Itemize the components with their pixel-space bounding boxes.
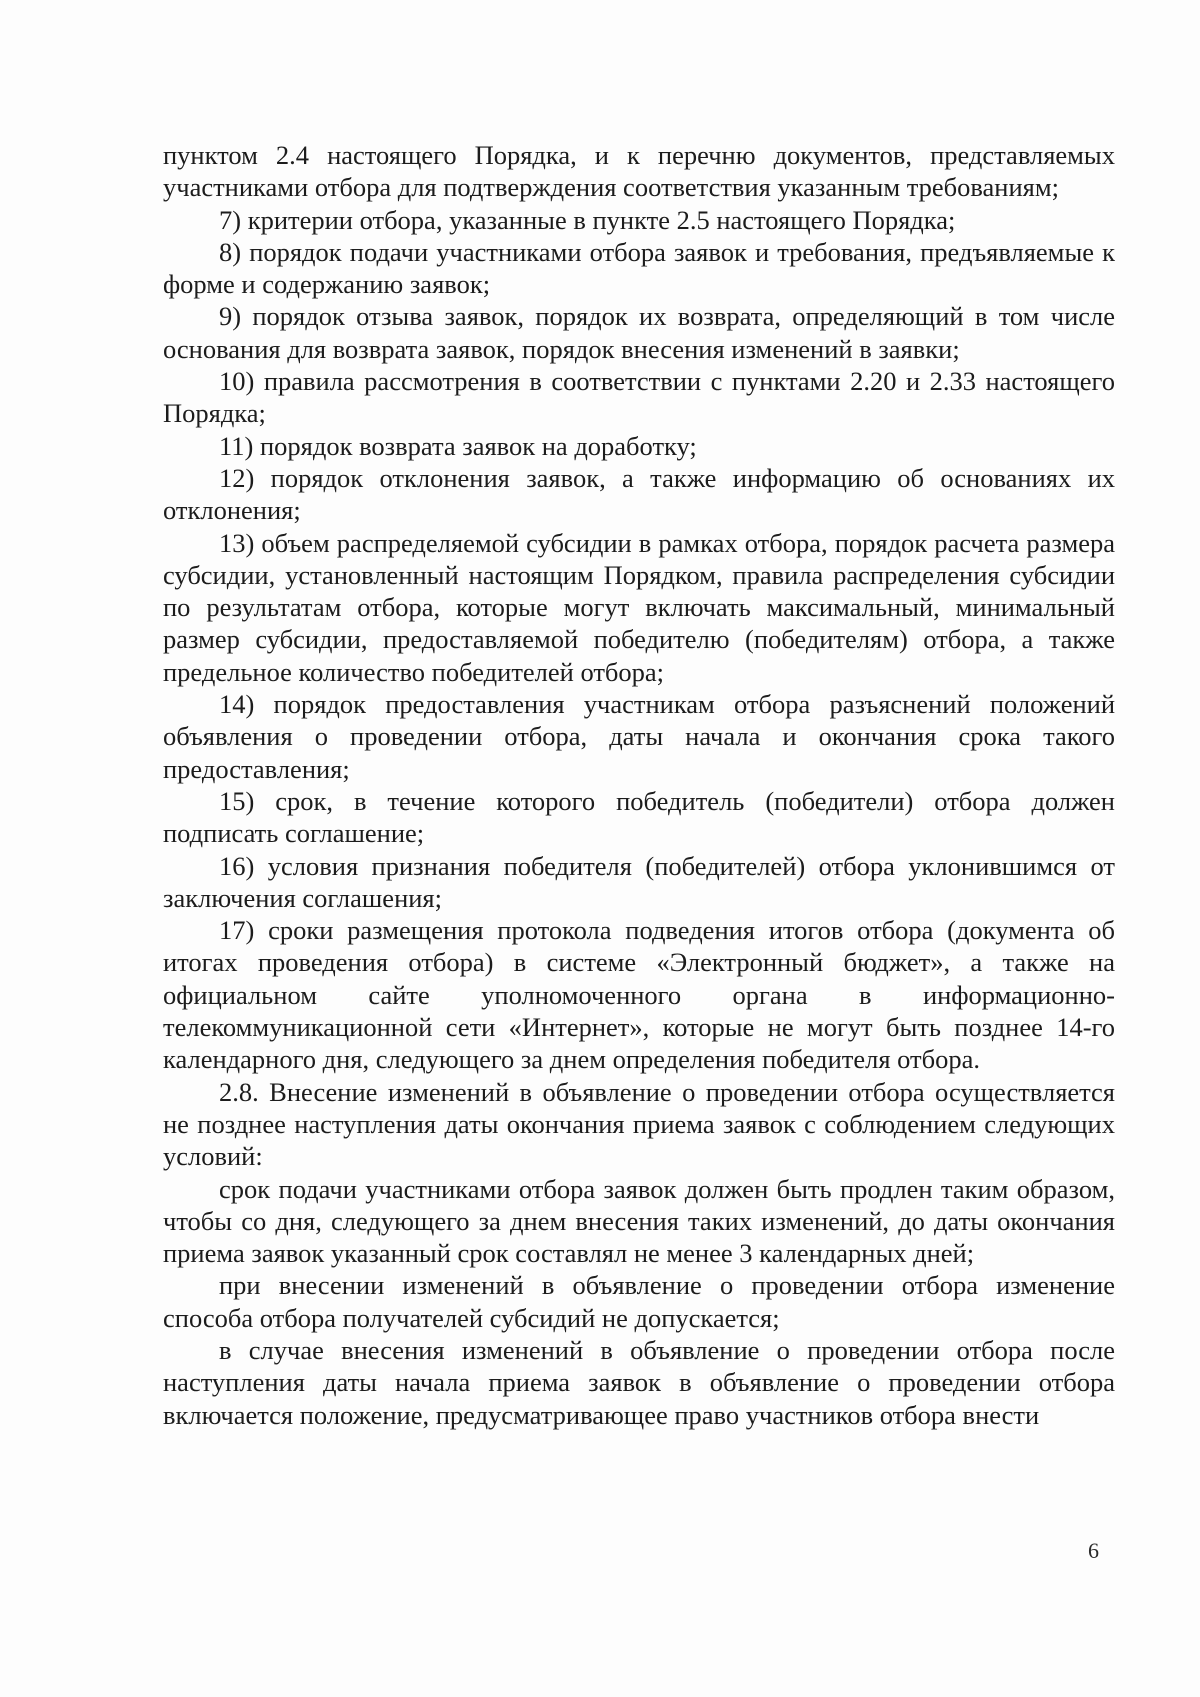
list-item-11: 11) порядок возврата заявок на доработку; bbox=[219, 430, 697, 461]
section-2-8-paragraph: 2.8. Внесение изменений в объявление о проведении отбора осуществляется не позднее наступления даты окончания приема заявок с соблюдением следующих условий: bbox=[163, 1076, 1115, 1172]
list-item-9: 9) порядок отзыва заявок, порядок их возврата, определяющий в том числе основания для возврата заявок, порядок внесения изменений в заявки; bbox=[163, 301, 1115, 364]
paragraph-continuation: пунктом 2.4 настоящего Порядка, и к перечню документов, представляемых участниками отбора для подтверждения соответствия указанным требованиям; bbox=[163, 140, 1115, 203]
list-item-7: 7) критерии отбора, указанные в пункте 2.5 настоящего Порядка; bbox=[219, 204, 956, 235]
condition-paragraph-3: в случае внесения изменений в объявление о проведении отбора после наступления даты начала приема заявок в объявление о проведении отбора включается положение, предусматривающее право участников отбора внести bbox=[163, 1334, 1115, 1430]
list-item-14: 14) порядок предоставления участникам отбора разъяснений положений объявления о проведении отбора, даты начала и окончания срока такого предоставления; bbox=[163, 689, 1115, 784]
condition-paragraph-1: срок подачи участниками отбора заявок должен быть продлен таким образом, чтобы со дня, следующего за днем внесения таких изменений, до даты окончания приема заявок указанный срок составлял не менее 3 календарных дней; bbox=[163, 1173, 1115, 1269]
list-item-13: 13) объем распределяемой субсидии в рамках отбора, порядок расчета размера субсидии, установленный настоящим Порядком, правила распределения субсидии по результатам отбора, которые могут включать максимальный, минимальный размер субсидии, предоставляемой победителю (победителям) отбора, а также предельное количество победителей отбора; bbox=[163, 527, 1115, 687]
list-item-16: 16) условия признания победителя (победителей) отбора уклонившимся от заключения соглашения; bbox=[163, 850, 1115, 913]
list-item-15: 15) срок, в течение которого победитель (победители) отбора должен подписать соглашение; bbox=[163, 785, 1115, 849]
list-item-12: 12) порядок отклонения заявок, а также информацию об основаниях их отклонения; bbox=[163, 462, 1115, 526]
page-number: 6 bbox=[1088, 1538, 1099, 1563]
list-item-17: 17) сроки размещения протокола подведения итогов отбора (документа об итогах проведения отбора) в системе «Электронный бюджет», а также на официальном сайте уполномоченного органа в информационно-телекоммуникационной сети «Интернет», которые не могут быть позднее 14-го календарного дня, следующего за днем определения победителя отбора. bbox=[163, 915, 1115, 1075]
document-body bbox=[163, 139, 1115, 1431]
list-item-10: 10) правила рассмотрения в соответствии с пунктами 2.20 и 2.33 настоящего Порядка; bbox=[163, 366, 1115, 429]
condition-paragraph-2: при внесении изменений в объявление о проведении отбора изменение способа отбора получателей субсидий не допускается; bbox=[163, 1270, 1115, 1333]
list-item-8: 8) порядок подачи участниками отбора заявок и требования, предъявляемые к форме и содержанию заявок; bbox=[163, 236, 1115, 300]
